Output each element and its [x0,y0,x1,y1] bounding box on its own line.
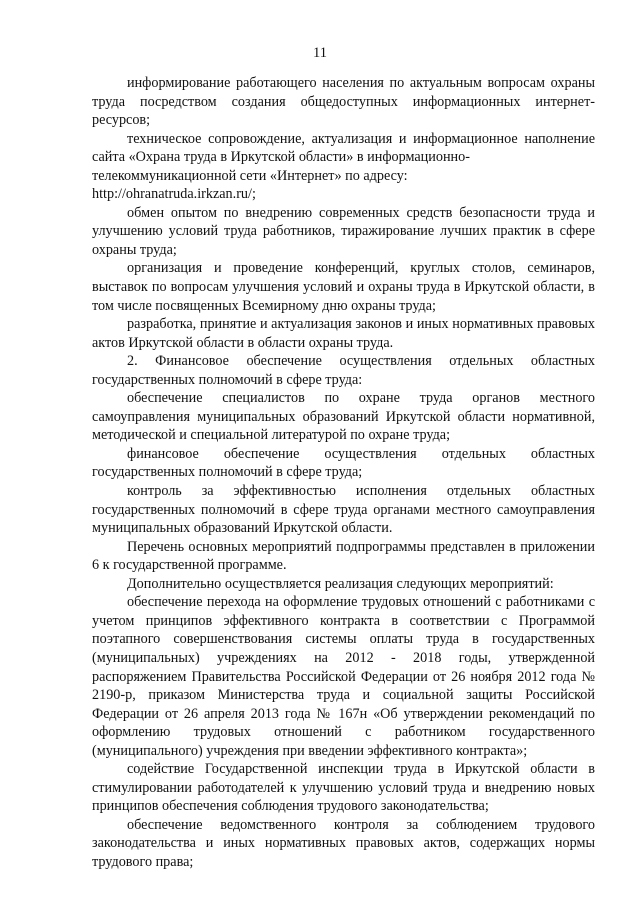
paragraph-6: 2. Финансовое обеспечение осуществления отдельных областных государственных полномочий в сфере труда: [92,353,595,388]
paragraph-1: информирование работающего населения по актуальным вопросам охраны труда посредством создания общедоступных информационных интернет-ресурсов; [92,75,595,129]
paragraph-14: обеспечение ведомственного контроля за соблюдением трудового законодательства и иных нормативных правовых актов, содержащих нормы трудового права; [92,816,595,870]
paragraph-7: обеспечение специалистов по охране труда органов местного самоуправления муниципальных образований Иркутской области нормативной, методической и специальной литературой по охране труда; [92,390,595,444]
paragraph-10: Перечень основных мероприятий подпрограммы представлен в приложении 6 к государственной программе. [92,538,595,574]
paragraph-9: контроль за эффективностью исполнения отдельных областных государственных полномочий в сфере труда органами местного самоуправления муниципальных образований Иркутской области. [92,483,595,537]
paragraph-8: финансовое обеспечение осуществления отдельных областных государственных полномочий в сфере труда; [92,445,595,481]
paragraph-13: содействие Государственной инспекции труда в Иркутской области в стимулировании работодателей к улучшению условий труда и внедрению новых принципов обеспечения соблюдения трудового законодательства; [92,761,595,815]
paragraph-4: организация и проведение конференций, круглых столов, семинаров, выставок по вопросам улучшения условий и охраны труда в Иркутской области, в том числе посвященных Всемирному дню охраны труда; [92,260,595,314]
paragraph-3: обмен опытом по внедрению современных средств безопасности труда и улучшению условий труда работников, тиражирование лучших практик в сфере охраны труда; [92,204,595,258]
page-number: 11 [313,45,327,61]
paragraph-11: Дополнительно осуществляется реализация следующих мероприятий: [127,575,554,592]
paragraph-12: обеспечение перехода на оформление трудовых отношений с работниками с учетом принципов эффективного контракта в соответствии с Программой поэтапного совершенствования системы оплаты труда в государственных (муниципальных) учреждениях на 2012 - 2018 годы, утвержденной распоряжением Правительства Российской Федерации от 26 ноября 2012 года № 2190-р, приказом Министерства труда и социальной защиты Российской Федерации от 26 апреля 2013 года № 167н «Об утверждении рекомендаций по оформлению трудовых отношений с работником государственного (муниципального) учреждения при введении эффективного контракта»; [92,594,595,759]
document-body [92,74,595,872]
paragraph-5: разработка, принятие и актуализация законов и иных нормативных правовых актов Иркутской области в области охраны труда. [92,316,595,351]
paragraph-2: техническое сопровождение, актуализация и информационное наполнение сайта «Охрана труда в Иркутской области» в информационно- телекоммуникационной сети «Интернет» по адресу: http://ohranatruda.irkzan.ru/; [92,130,595,203]
